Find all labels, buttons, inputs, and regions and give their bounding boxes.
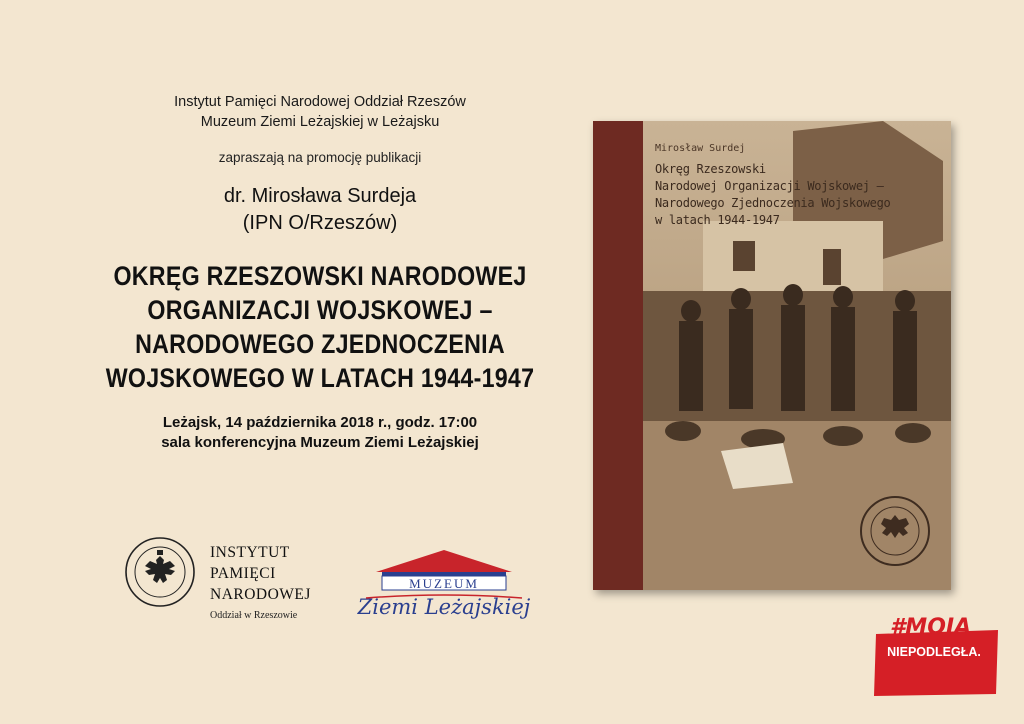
cover-author: Mirosław Surdej xyxy=(655,143,746,154)
cover-title-line: Narodowej Organizacji Wojskowej – xyxy=(655,179,884,193)
title-line: NARODOWEGO ZJEDNOCZENIA xyxy=(135,329,505,359)
museum-logo-line2: Ziemi Leżajskiej xyxy=(357,595,531,619)
organizer-museum: Muzeum Ziemi Leżajskiej w Leżajsku xyxy=(200,114,440,130)
museum-logo xyxy=(346,546,542,628)
invitation-text: zapraszają na promocję publikacji xyxy=(218,150,422,165)
organizers xyxy=(60,92,580,132)
cover-title-line: Narodowego Zjednoczenia Wojskowego xyxy=(655,196,891,210)
ipn-logo-subtitle: Oddział w Rzeszowie xyxy=(210,610,298,621)
moja-niepodlegla-badge xyxy=(872,612,1002,698)
cover-title-line: w latach 1944-1947 xyxy=(655,213,780,227)
ipn-logo-text xyxy=(210,542,311,605)
cover-title-line: Okręg Rzeszowski xyxy=(655,162,766,176)
book-cover-image xyxy=(593,121,951,590)
title-line: ORGANIZACJI WOJSKOWEJ – xyxy=(147,295,493,325)
badge-line1: #MOJA xyxy=(890,615,972,640)
badge-line2: NIEPODLEGŁA. xyxy=(887,645,981,659)
event-venue: sala konferencyjna Muzeum Ziemi Leżajskiej xyxy=(161,434,479,451)
museum-roof-icon xyxy=(376,550,512,572)
ipn-eagle-emblem-icon xyxy=(124,536,196,608)
title-line: OKRĘG RZESZOWSKI NARODOWEJ xyxy=(113,261,527,291)
author-block xyxy=(60,183,580,237)
ipn-logo-line: NARODOWEJ xyxy=(210,586,311,603)
author-name: dr. Mirosława Surdeja xyxy=(223,185,417,207)
organizer-ipn: Instytut Pamięci Narodowej Oddział Rzeszów xyxy=(174,94,466,110)
publication-title xyxy=(96,259,543,395)
museum-logo-line1: MUZEUM xyxy=(409,576,479,591)
ipn-logo-line: INSTYTUT xyxy=(210,544,290,561)
title-line: WOJSKOWEGO W LATACH 1944-1947 xyxy=(105,363,535,393)
logos xyxy=(124,532,544,632)
book-cover xyxy=(643,121,951,590)
ipn-logo-line: PAMIĘCI xyxy=(210,565,276,582)
event-date-time: Leżajsk, 14 października 2018 r., godz. 17:00 xyxy=(162,414,478,431)
cover-title xyxy=(655,161,945,229)
announcement xyxy=(60,92,580,453)
event-details xyxy=(60,413,580,453)
book-spine xyxy=(593,121,643,590)
author-affiliation: (IPN O/Rzeszów) xyxy=(242,212,398,234)
